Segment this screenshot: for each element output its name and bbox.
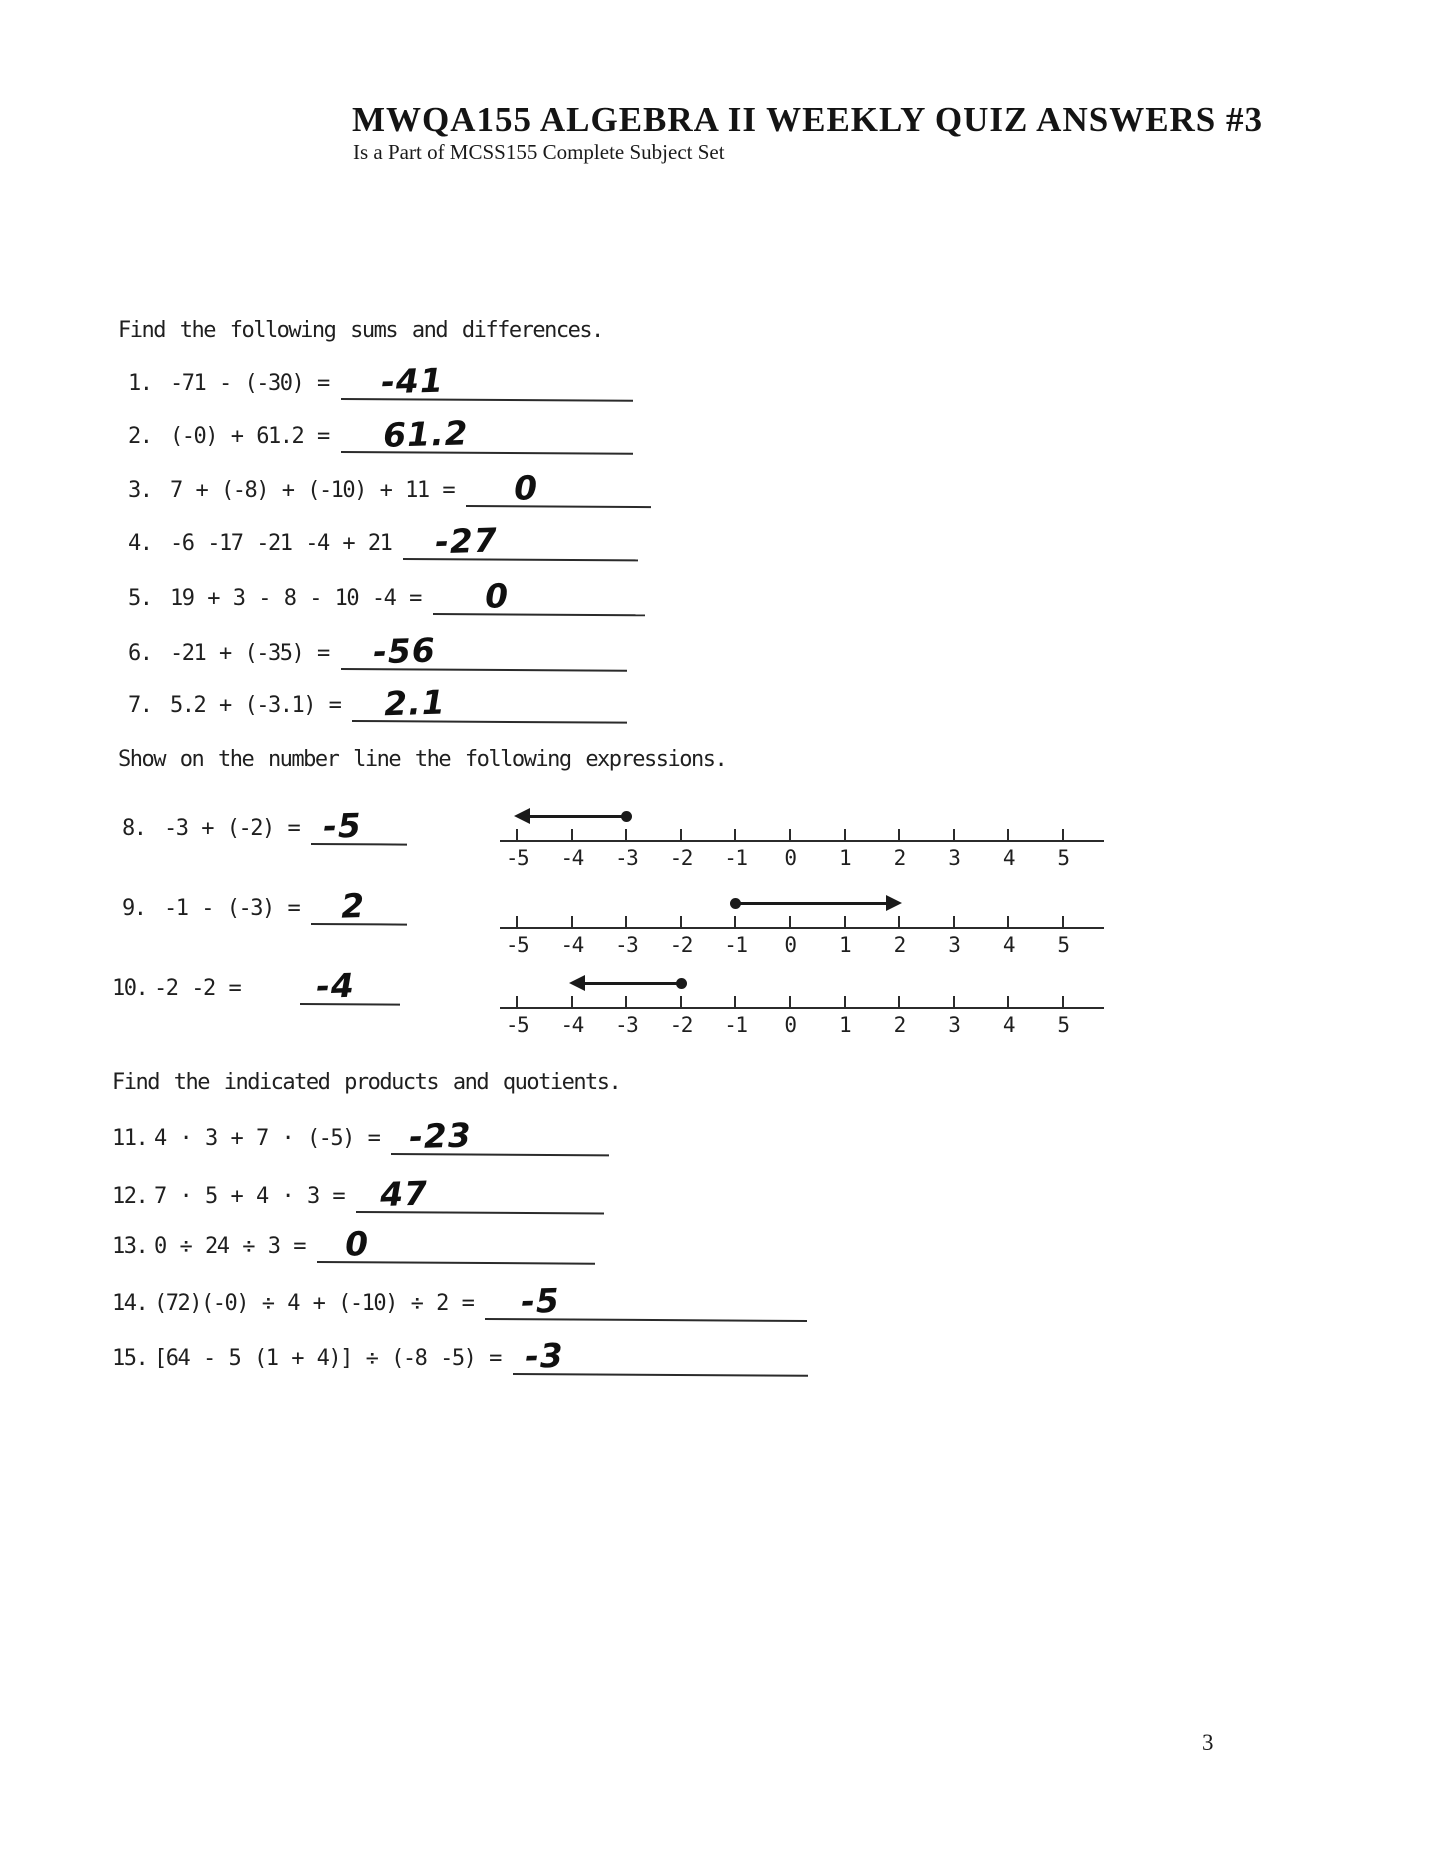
number-line-axis — [500, 1007, 1104, 1009]
question-row-2 — [128, 413, 633, 455]
arrow-bar — [584, 982, 679, 985]
tick-label: 3 — [948, 1013, 960, 1037]
tick-label: 3 — [948, 846, 960, 870]
answer-line — [513, 1337, 808, 1377]
tick-mark — [516, 829, 518, 841]
handwritten-answer: 0 — [513, 468, 539, 508]
tick-mark — [1007, 829, 1009, 841]
arrow-start-dot — [621, 811, 632, 822]
tick-mark — [844, 996, 846, 1008]
question-expression: 7 · 5 + 4 · 3 = — [154, 1184, 345, 1209]
handwritten-answer: 2.1 — [384, 682, 447, 724]
arrow-start-dot — [676, 978, 687, 989]
tick-label: 2 — [893, 1013, 905, 1037]
tick-mark — [625, 829, 627, 841]
tick-mark — [953, 916, 955, 928]
handwritten-answer: -5 — [322, 805, 363, 846]
tick-mark — [571, 829, 573, 841]
answer-line — [466, 469, 651, 508]
answer-line — [433, 577, 645, 616]
handwritten-answer: 0 — [484, 576, 510, 616]
arrow-bar — [529, 815, 624, 818]
tick-label: -2 — [669, 1013, 692, 1037]
question-expression: 0 ÷ 24 ÷ 3 = — [154, 1234, 305, 1259]
question-row-15 — [112, 1335, 808, 1376]
arrow-head — [514, 808, 530, 824]
question-expression: (-0) + 61.2 = — [170, 424, 329, 449]
tick-mark — [734, 996, 736, 1008]
page-number: 3 — [1202, 1730, 1214, 1755]
tick-label: -1 — [724, 933, 747, 957]
answer-line — [317, 1225, 595, 1265]
handwritten-answer: -3 — [524, 1335, 565, 1376]
tick-label: -4 — [560, 846, 583, 870]
tick-label: -5 — [505, 846, 529, 870]
question-number: 5. — [128, 586, 152, 611]
tick-label: 0 — [784, 933, 796, 957]
question-expression: -3 + (-2) = — [164, 816, 300, 841]
tick-label: 2 — [893, 933, 905, 957]
section-heading-products: Find the indicated products and quotients. — [112, 1070, 621, 1095]
arrow-head — [886, 895, 902, 911]
handwritten-answer: 2 — [340, 885, 366, 926]
page-subtitle: Is a Part of MCSS155 Complete Subject Set — [353, 140, 725, 164]
tick-label: -1 — [724, 846, 747, 870]
answer-line — [300, 967, 400, 1006]
number-line — [500, 973, 1104, 1043]
question-row-6 — [128, 630, 627, 672]
question-expression: -71 - (-30) = — [170, 371, 329, 396]
tick-mark — [680, 916, 682, 928]
question-number: 12. — [112, 1184, 148, 1209]
tick-mark — [1062, 996, 1064, 1008]
tick-mark — [789, 996, 791, 1008]
question-row-10 — [112, 965, 400, 1006]
page-title: MWQA155 ALGEBRA II WEEKLY QUIZ ANSWERS #3 — [352, 100, 1264, 139]
tick-mark — [734, 916, 736, 928]
question-expression: 5.2 + (-3.1) = — [170, 693, 341, 718]
tick-mark — [953, 829, 955, 841]
arrow-bar — [737, 902, 887, 905]
tick-mark — [680, 996, 682, 1008]
tick-label: -3 — [615, 1013, 638, 1037]
handwritten-answer: -23 — [408, 1115, 473, 1157]
handwritten-answer: -4 — [315, 965, 356, 1006]
question-expression: 4 · 3 + 7 · (-5) = — [154, 1126, 380, 1151]
tick-label: -3 — [615, 933, 638, 957]
question-number: 8. — [122, 816, 146, 841]
question-number: 15. — [112, 1346, 148, 1371]
question-row-14 — [112, 1280, 807, 1321]
tick-label: 0 — [784, 846, 796, 870]
tick-mark — [1007, 916, 1009, 928]
tick-mark — [571, 996, 573, 1008]
question-expression: 7 + (-8) + (-10) + 11 = — [170, 478, 455, 503]
tick-label: -3 — [615, 846, 638, 870]
question-row-11 — [112, 1115, 609, 1157]
tick-mark — [1007, 996, 1009, 1008]
number-line-axis — [500, 927, 1104, 929]
tick-label: 1 — [839, 1013, 851, 1037]
tick-label: 3 — [948, 933, 960, 957]
tick-label: -5 — [505, 1013, 529, 1037]
tick-mark — [898, 916, 900, 928]
tick-label: -4 — [560, 933, 583, 957]
tick-mark — [1062, 829, 1064, 841]
handwritten-answer: 0 — [344, 1223, 370, 1264]
question-expression: -1 - (-3) = — [164, 896, 300, 921]
question-row-9 — [122, 885, 407, 926]
tick-mark — [516, 916, 518, 928]
question-number: 11. — [112, 1126, 148, 1151]
tick-label: 5 — [1057, 846, 1069, 870]
tick-label: 1 — [839, 846, 851, 870]
tick-label: 5 — [1057, 933, 1069, 957]
tick-label: 4 — [1002, 846, 1014, 870]
tick-mark — [898, 996, 900, 1008]
handwritten-answer: -5 — [520, 1280, 561, 1321]
tick-mark — [571, 916, 573, 928]
answer-line — [485, 1282, 807, 1322]
tick-mark — [898, 829, 900, 841]
tick-label: 5 — [1057, 1013, 1069, 1037]
tick-label: 4 — [1002, 933, 1014, 957]
question-number: 4. — [128, 531, 152, 556]
question-row-3 — [128, 468, 651, 508]
question-row-8 — [122, 805, 407, 846]
answer-line — [391, 1117, 609, 1156]
question-row-5 — [128, 576, 645, 616]
tick-mark — [789, 829, 791, 841]
answer-line — [341, 415, 633, 455]
question-number: 1. — [128, 371, 152, 396]
question-row-7 — [128, 682, 627, 724]
tick-label: 0 — [784, 1013, 796, 1037]
handwritten-answer: 47 — [379, 1173, 429, 1214]
question-expression: -21 + (-35) = — [170, 641, 329, 666]
handwritten-answer: -56 — [372, 630, 436, 672]
handwritten-answer: -27 — [434, 520, 499, 562]
number-line-axis — [500, 840, 1104, 842]
number-line — [500, 893, 1104, 963]
tick-label: -5 — [505, 933, 529, 957]
tick-label: -2 — [669, 846, 692, 870]
handwritten-answer: 61.2 — [382, 413, 469, 455]
question-row-4 — [128, 520, 638, 562]
arrow-start-dot — [730, 898, 741, 909]
tick-mark — [516, 996, 518, 1008]
question-number: 10. — [112, 976, 148, 1001]
tick-mark — [680, 829, 682, 841]
tick-label: 2 — [893, 846, 905, 870]
question-expression: -6 -17 -21 -4 + 21 — [170, 531, 392, 556]
tick-mark — [844, 829, 846, 841]
tick-label: 1 — [839, 933, 851, 957]
section-heading-number-line: Show on the number line the following expressions. — [118, 747, 727, 772]
tick-label: -2 — [669, 933, 692, 957]
arrow-head — [569, 975, 585, 991]
answer-line — [311, 807, 407, 846]
question-number: 14. — [112, 1291, 148, 1316]
answer-line — [341, 362, 633, 402]
answer-line — [341, 632, 627, 672]
tick-mark — [953, 996, 955, 1008]
question-row-13 — [112, 1223, 595, 1264]
tick-mark — [734, 829, 736, 841]
tick-mark — [625, 996, 627, 1008]
question-number: 6. — [128, 641, 152, 666]
question-row-1 — [128, 360, 633, 402]
question-row-12 — [112, 1173, 604, 1214]
question-expression: 19 + 3 - 8 - 10 -4 = — [170, 586, 421, 611]
section-heading-sums: Find the following sums and differences. — [118, 318, 603, 343]
tick-mark — [1062, 916, 1064, 928]
tick-label: -1 — [724, 1013, 747, 1037]
answer-line — [356, 1175, 604, 1215]
number-line — [500, 806, 1104, 876]
question-number: 3. — [128, 478, 152, 503]
question-expression: [64 - 5 (1 + 4)] ÷ (-8 -5) = — [154, 1346, 501, 1371]
tick-label: 4 — [1002, 1013, 1014, 1037]
question-expression: -2 -2 = — [154, 976, 241, 1001]
question-number: 2. — [128, 424, 152, 449]
answer-line — [403, 522, 638, 561]
question-expression: (72)(-0) ÷ 4 + (-10) ÷ 2 = — [154, 1291, 474, 1316]
handwritten-answer: -41 — [380, 360, 444, 402]
tick-mark — [625, 916, 627, 928]
answer-line — [311, 887, 407, 926]
tick-mark — [844, 916, 846, 928]
question-number: 9. — [122, 896, 146, 921]
tick-label: -4 — [560, 1013, 583, 1037]
question-number: 13. — [112, 1234, 148, 1259]
answer-line — [352, 684, 627, 724]
question-number: 7. — [128, 693, 152, 718]
tick-mark — [789, 916, 791, 928]
